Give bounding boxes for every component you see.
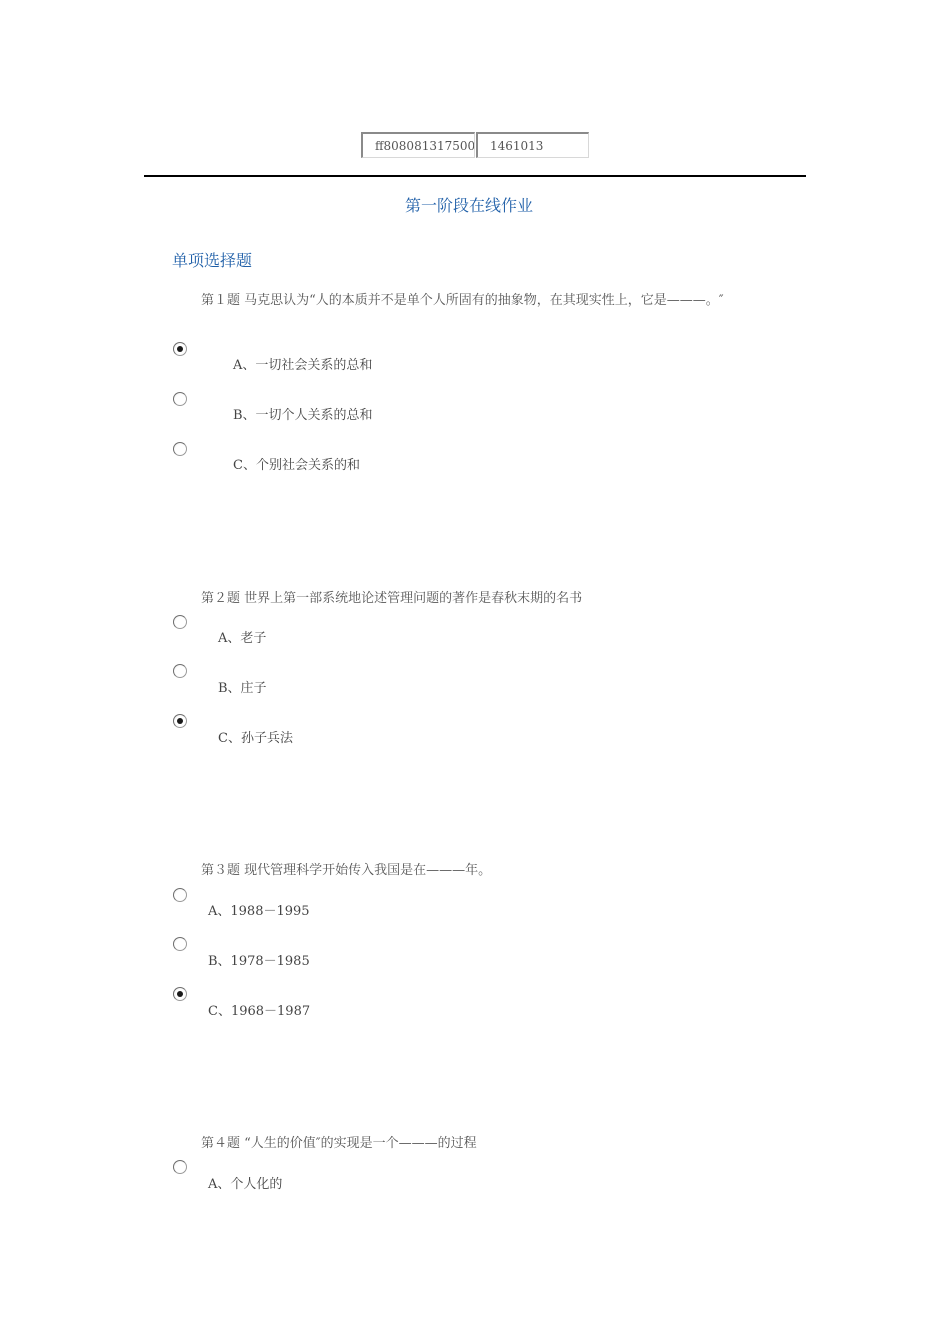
selected-dot-icon (177, 991, 183, 997)
question-1-option-b-label: B、一切个人关系的总和 (233, 408, 373, 423)
question-3-option-a-label: A、1988－1995 (208, 904, 310, 919)
question-1-text: 第１题 马克思认为“人的本质并不是单个人所固有的抽象物，在其现实性上，它是———。″ (201, 293, 724, 308)
question-1-option-c-radio[interactable] (173, 442, 187, 456)
question-2-option-b-label: B、庄子 (218, 681, 267, 696)
header-divider (144, 175, 806, 177)
section-title: 单项选择题 (172, 251, 253, 270)
page-title: 第一阶段在线作业 (404, 196, 533, 215)
record-id-field[interactable] (361, 132, 475, 158)
question-2-option-a-label: A、老子 (218, 631, 267, 646)
question-3-option-b-radio[interactable] (173, 937, 187, 951)
selected-dot-icon (177, 718, 183, 724)
question-1-option-b-radio[interactable] (173, 392, 187, 406)
selected-dot-icon (177, 346, 183, 352)
question-4-option-a-label: A、个人化的 (208, 1177, 283, 1192)
question-2-option-c-label: C、孙子兵法 (218, 731, 293, 746)
question-2-option-b-radio[interactable] (173, 664, 187, 678)
question-2-option-a-radio[interactable] (173, 615, 187, 629)
question-2-text: 第２题 世界上第一部系统地论述管理问题的著作是春秋末期的名书 (201, 591, 583, 606)
question-1-option-c-label: C、个别社会关系的和 (233, 458, 360, 473)
question-4-option-a-radio[interactable] (173, 1160, 187, 1174)
question-3-text: 第３题 现代管理科学开始传入我国是在———年。 (201, 863, 492, 878)
question-3-option-a-radio[interactable] (173, 888, 187, 902)
question-1-option-a-label: A、一切社会关系的总和 (233, 358, 373, 373)
question-1-option-a-radio[interactable] (173, 342, 187, 356)
question-3-option-c-label: C、1968－1987 (208, 1004, 311, 1019)
question-3-option-c-radio[interactable] (173, 987, 187, 1001)
question-3-option-b-label: B、1978－1985 (208, 954, 310, 969)
question-2-option-c-radio[interactable] (173, 714, 187, 728)
question-4-text: 第４题 “人生的价值″的实现是一个———的过程 (201, 1136, 477, 1151)
user-id-field[interactable] (476, 132, 589, 158)
